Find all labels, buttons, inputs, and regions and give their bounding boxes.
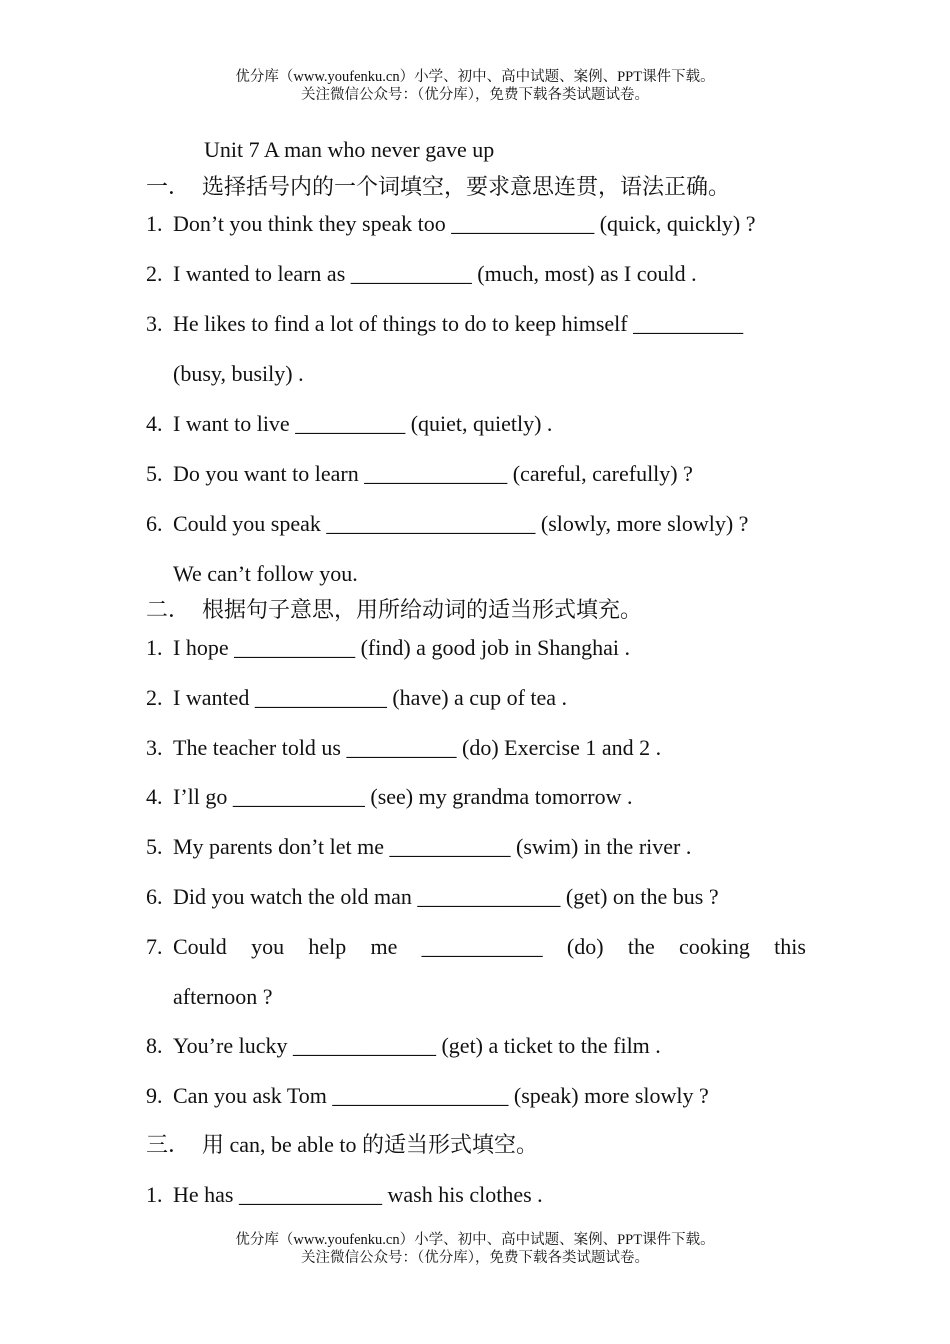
section-3-heading [146,1131,538,1159]
footer-line-2: 关注微信公众号：（优分库），免费下载各类试题试卷。 [301,1250,649,1266]
question-text: He likes to find a lot of things to do to keep himself __________ [173,311,744,336]
question-text: You’re lucky _____________ (get) a ticket to the film . [173,1033,661,1058]
question-number: 7. [146,934,163,959]
question-number: 5. [146,461,163,486]
question-text: I wanted to learn as ___________ (much, most) as I could . [173,261,697,286]
header-line-1: 优分库（www.youfenku.cn）小学、初中、高中试题、案例、PPT课件下载。 [235,69,715,85]
question-text: Can you ask Tom ________________ (speak) more slowly ? [173,1083,709,1108]
word: (do) [566,934,604,959]
question-text: Could you speak ___________________ (slowly, more slowly) ? [173,511,749,536]
question-text: I’ll go ____________ (see) my grandma tomorrow . [173,784,633,809]
question-number: 8. [146,1033,163,1058]
unit-title: Unit 7 A man who never gave up [204,137,495,162]
question-text: I hope ___________ (find) a good job in Shanghai . [173,635,631,660]
word: you [251,934,285,959]
question-text-continued: (busy, busily) . [173,361,304,386]
question-number: 1. [146,1182,163,1207]
question-number: 3. [146,311,163,336]
section-1-heading [146,173,730,201]
word: cooking [678,934,750,959]
question-number: 1. [146,635,163,660]
word: this [774,934,806,959]
question-text: He has _____________ wash his clothes . [173,1182,543,1207]
question-text: I wanted ____________ (have) a cup of tea . [173,685,568,710]
section-2-heading [146,596,642,624]
section-number: 三． [146,1132,191,1157]
page-footer [0,1231,950,1267]
question-number: 6. [146,884,163,909]
question-text-continued: We can’t follow you. [173,561,358,586]
question-number: 9. [146,1083,163,1108]
question-number: 4. [146,784,163,809]
question-text: Do you want to learn _____________ (careful, carefully) ? [173,461,693,486]
section-number: 一． [146,174,191,199]
answer-blank: ___________ [421,934,543,959]
section-instruction: 根据句子意思，用所给动词的适当形式填充。 [202,597,643,622]
question-number: 2. [146,685,163,710]
question-text: My parents don’t let me ___________ (swim) in the river . [173,834,692,859]
question-text-continued: afternoon ? [173,984,273,1009]
question-text: I want to live __________ (quiet, quietly) . [173,411,553,436]
word: me [370,934,398,959]
section-instruction: 选择括号内的一个词填空，要求意思连贯，语法正确。 [202,174,731,199]
question-number: 5. [146,834,163,859]
word: help [308,934,347,959]
question-number: 6. [146,511,163,536]
question-number: 3. [146,735,163,760]
question-text: Did you watch the old man _____________ (get) on the bus ? [173,884,719,909]
page-header [0,68,950,104]
question-number: 1. [146,211,163,236]
question-number: 2. [146,261,163,286]
word: Could [173,934,227,959]
word: the [627,934,655,959]
question-text: The teacher told us __________ (do) Exercise 1 and 2 . [173,735,662,760]
footer-line-1: 优分库（www.youfenku.cn）小学、初中、高中试题、案例、PPT课件下载。 [235,1232,715,1248]
section-instruction: 用 can, be able to 的适当形式填空。 [202,1132,539,1157]
question-text: Don’t you think they speak too _____________ (quick, quickly) ? [173,211,756,236]
question-number: 4. [146,411,163,436]
header-line-2: 关注微信公众号：（优分库），免费下载各类试题试卷。 [301,87,649,103]
question-text-justified [173,933,806,961]
section-number: 二． [146,597,191,622]
